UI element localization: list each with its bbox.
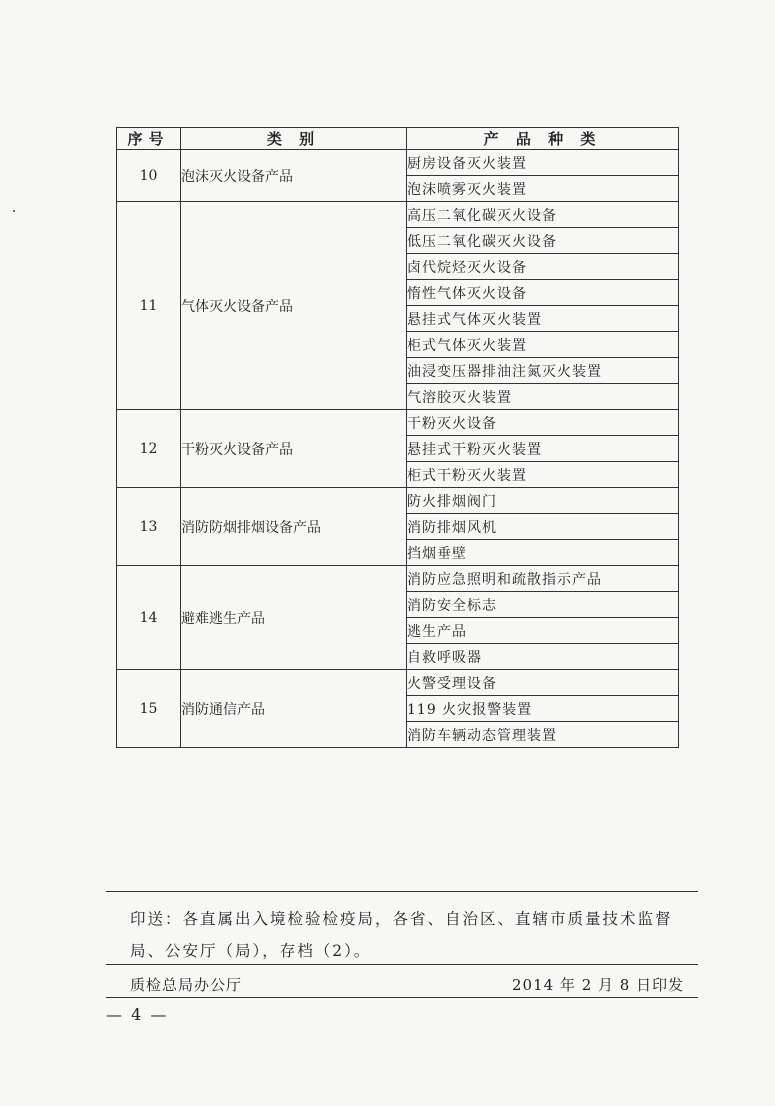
product-cell: 火警受理设备 xyxy=(407,670,679,696)
product-cell: 低压二氧化碳灭火设备 xyxy=(407,228,679,254)
product-cell: 厨房设备灭火装置 xyxy=(407,150,679,176)
category-cell: 消防通信产品 xyxy=(181,670,407,748)
distribution-list: 印送：各直属出入境检验检疫局，各省、自治区、直辖市质量技术监督局、公安厅（局），存档（2）。 xyxy=(130,910,673,960)
table-row xyxy=(117,202,679,228)
product-cell: 自救呼吸器 xyxy=(407,644,679,670)
issue-date: 2014 年 2 月 8 日印发 xyxy=(512,976,685,994)
category-cell: 泡沫灭火设备产品 xyxy=(181,150,407,202)
product-cell: 柜式干粉灭火装置 xyxy=(407,462,679,488)
scan-speck xyxy=(13,210,15,212)
product-cell: 消防车辆动态管理装置 xyxy=(407,722,679,748)
header-no: 序号 xyxy=(117,128,181,150)
table-row xyxy=(117,410,679,436)
page-number: — 4 — xyxy=(106,1005,169,1024)
table-row xyxy=(117,670,679,696)
row-number: 15 xyxy=(117,670,181,748)
product-cell: 悬挂式气体灭火装置 xyxy=(407,306,679,332)
table-header-row xyxy=(117,128,679,150)
product-cell: 柜式气体灭火装置 xyxy=(407,332,679,358)
product-cell: 消防排烟风机 xyxy=(407,514,679,540)
table-row xyxy=(117,488,679,514)
product-cell: 消防应急照明和疏散指示产品 xyxy=(407,566,679,592)
product-cell: 119 火灾报警装置 xyxy=(407,696,679,722)
product-cell: 干粉灭火设备 xyxy=(407,410,679,436)
product-cell: 气溶胶灭火装置 xyxy=(407,384,679,410)
product-cell: 防火排烟阀门 xyxy=(407,488,679,514)
row-number: 13 xyxy=(117,488,181,566)
table-row xyxy=(117,150,679,176)
product-cell: 挡烟垂壁 xyxy=(407,540,679,566)
product-cell: 卤代烷烃灭火设备 xyxy=(407,254,679,280)
top-rule xyxy=(106,891,698,892)
row-number: 11 xyxy=(117,202,181,410)
product-cell: 泡沫喷雾灭火装置 xyxy=(407,176,679,202)
table-body xyxy=(117,150,679,748)
product-cell: 高压二氧化碳灭火设备 xyxy=(407,202,679,228)
category-cell: 干粉灭火设备产品 xyxy=(181,410,407,488)
product-cell: 油浸变压器排油注氮灭火装置 xyxy=(407,358,679,384)
middle-rule xyxy=(106,964,698,965)
issuer: 质检总局办公厅 xyxy=(130,976,243,994)
product-cell: 悬挂式干粉灭火装置 xyxy=(407,436,679,462)
category-cell: 消防防烟排烟设备产品 xyxy=(181,488,407,566)
category-cell: 避难逃生产品 xyxy=(181,566,407,670)
header-product: 产 品 种 类 xyxy=(407,128,679,150)
row-number: 12 xyxy=(117,410,181,488)
bottom-rule xyxy=(106,997,698,998)
table-row xyxy=(117,566,679,592)
header-category: 类 别 xyxy=(181,128,407,150)
product-catalog-table xyxy=(116,127,679,748)
product-cell: 惰性气体灭火设备 xyxy=(407,280,679,306)
category-cell: 气体灭火设备产品 xyxy=(181,202,407,410)
row-number: 10 xyxy=(117,150,181,202)
product-cell: 逃生产品 xyxy=(407,618,679,644)
row-number: 14 xyxy=(117,566,181,670)
product-cell: 消防安全标志 xyxy=(407,592,679,618)
